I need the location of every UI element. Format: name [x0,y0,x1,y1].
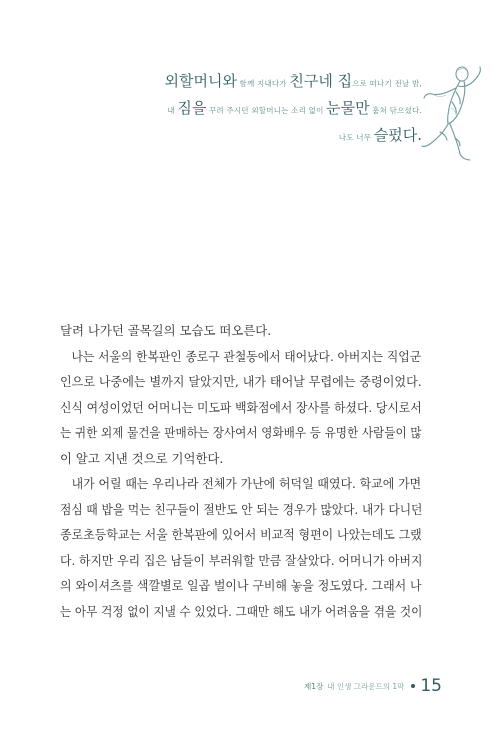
quote-seg: 꾸려 주시던 외할머니는 소리 없이 [206,106,327,115]
pull-quote [102,74,422,143]
page-footer [304,676,442,696]
body-line: 종로초등학교는 서울 한복판에 있어서 비교적 형편이 나았는데도 그랬 [60,527,422,542]
chapter-title: 내 인생 그라운드의 1막 [327,681,405,691]
quote-line-2 [102,101,422,116]
body-text [60,318,422,624]
running-figure-illustration [420,62,482,166]
bullet-dot-icon [411,684,415,688]
quote-seg: 훔쳐 닦으셨다. [369,106,422,115]
body-line: 는 아무 걱정 없이 지낼 수 있었다. 그때만 해도 내가 어려움을 겪을 것이 [60,603,423,619]
body-line: 의 와이셔츠를 색깔별로 일곱 벌이나 구비해 놓을 정도였다. 그래서 나 [60,578,422,593]
quote-seg: 내 [167,106,178,115]
body-line: 는 귀한 외제 물건을 판매하는 장사여서 영화배우 등 유명한 사람들이 많 [60,425,422,440]
quote-seg: 나도 너무 [338,133,374,142]
body-line: 내가 어릴 때는 우리나라 전체가 가난에 허덕일 때였다. 학교에 가면 [71,476,422,491]
quote-seg: 짐을 [177,99,207,117]
body-line: 나는 서울의 한복판인 종로구 관철동에서 태어났다. 아버지는 직업군 [71,348,422,364]
body-line: 달려 나가던 골목길의 모습도 떠오른다. [60,323,272,338]
quote-line-3 [102,128,422,143]
page-number: 15 [420,676,442,696]
body-line: 인으로 나중에는 별까지 달았지만, 내가 태어날 무렵에는 중령이었다. [60,374,422,389]
chapter-label: 제1장 [303,681,324,691]
quote-seg: 외할머니와 [164,72,237,90]
body-line: 신식 여성이었던 어머니는 미도파 백화점에서 장사를 하셨다. 당시로서 [60,399,422,415]
body-line: 다. 하지만 우리 집은 남들이 부러워할 만큼 잘살았다. 어머니가 아버지 [60,552,423,568]
quote-seg: 슬펐다. [373,126,422,144]
quote-seg: 으로 떠나기 전날 밤, [352,79,422,88]
quote-seg: 함께 지내다가 [236,79,290,88]
quote-seg: 눈물만 [326,99,370,117]
quote-line-1 [102,74,422,89]
body-line: 이 알고 지낸 것으로 기억한다. [60,450,224,466]
quote-seg: 친구네 집 [289,72,353,90]
body-line: 점심 때 밥을 먹는 친구들이 절반도 안 되는 경우가 많았다. 내가 다니던 [60,501,423,517]
